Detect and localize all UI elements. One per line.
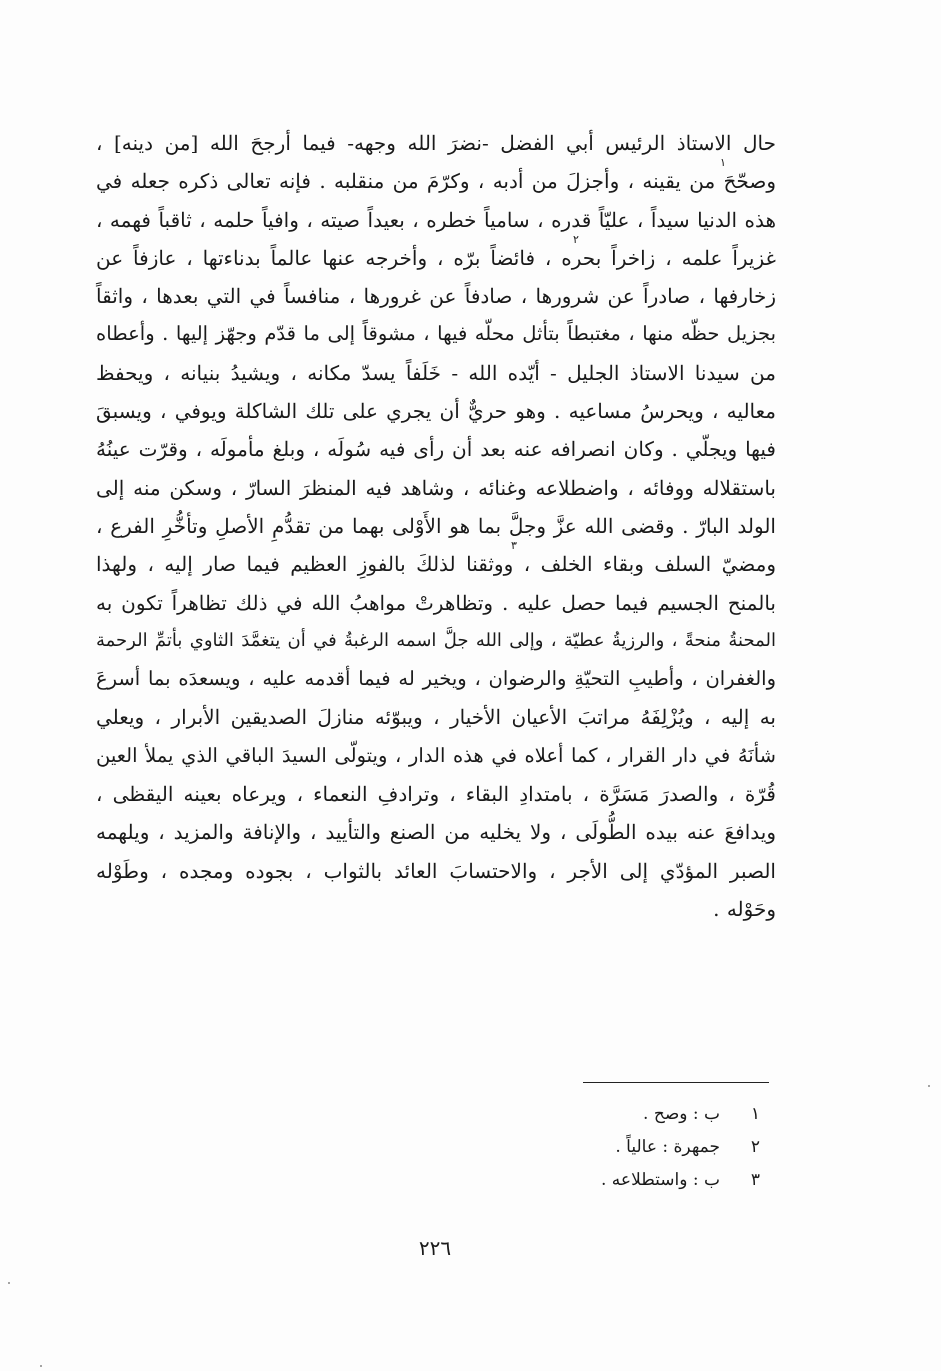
text-line: المحنةُ منحةً ، والرزيةُ عطيّة ، وإلى الله جلَّ اسمه الرغبةُ في أن يتغمَّدَ الثاوي بأتمِّ الرحمة: [96, 629, 776, 651]
footnote-number: ١: [750, 1104, 760, 1124]
footnote-item: [560, 1164, 760, 1197]
text-line: بالمنح الجسيم فيما حصل عليه . وتظاهرتْ مواهبُ الله في ذلك تظاهراً تكون به: [96, 590, 776, 615]
text-line: باستقلاله ووفائه ، واضطلاعه وغنائه ، وشاهد فيه المنظرَ السارّ ، وسكن منه إلى: [96, 475, 776, 500]
footnote-marker-1: ١: [720, 156, 726, 169]
footnote-item: [560, 1098, 760, 1131]
text-line: قُرّة ، والصدرَ مَسَرَّة ، بامتدادِ البقاء ، وترادفِ النعماء ، ويرعاه بعينه اليقظى ،: [96, 782, 776, 807]
text-line: ومضيّ السلف وبقاء الخلف ، ووثقنا لذلكَ بالفوزِ العظيم فيما صار إليه ، ولهذا: [96, 552, 776, 577]
text-line: معاليه ، ويحرسُ مساعيه . وهو حريٌّ أن يجري على تلك الشاكلة ويوفي ، ويسبقَ: [96, 399, 776, 424]
footnote-marker-3: ٣: [511, 539, 517, 552]
text-line: زخارفها ، صادراً عن شرورها ، صادفاً عن غرورها ، منافساً في التي بعدها ، واثقاً: [96, 284, 776, 309]
text-line: بجزيل حظّه منها ، مغتبطاً بتأثل محلّه فيها ، مشوقاً إلى ما قدّم وجهّز إليها . وأعطاه: [96, 322, 776, 346]
text-line-segment: وصحّحَ من يقينه ، وأجزلَ من أدبه ، وكرّمَ من منقلبه . فإنه تعالى ذكره جعله في: [96, 169, 776, 194]
page-number: ٢٢٦: [418, 1236, 452, 1260]
footnote-number: ٢: [750, 1137, 760, 1157]
scan-speck: [8, 1282, 10, 1284]
scan-speck: [928, 1085, 930, 1087]
text-line: ويدافعَ عنه بيده الطُّولَى ، ولا يخليه من الصنع والتأييد ، والإنافة والمزيد ، ويلهمه: [96, 820, 776, 845]
footnote-text: ب : وصح .: [643, 1104, 720, 1124]
text-line: شأنَهُ في دار القرار ، كما أعلاه في هذه الدار ، ويتولّى السيدَ الباقي الذي يملأ العين: [96, 743, 776, 767]
text-line: الولد البارّ . وقضى الله عزَّ وجلَّ بما هو الأَوْلى بهما من تقدُّمِ الأصلِ وتأخُّرِ الفرع ،: [96, 513, 776, 538]
text-line: فيها ويجلّي . وكان انصرافه عنه بعد أن رأى فيه سُولَه ، وبلغ مأمولَه ، وقرّت عينُهُ: [96, 437, 776, 462]
footnote-marker-2: ٢: [573, 233, 579, 246]
main-text-block: [96, 124, 776, 928]
text-line: من سيدنا الاستاذ الجليل - أيّده الله - خَلَفاً يسدّ مكانه ، ويشيدُ بنيانه ، ويحفظ: [96, 360, 776, 385]
scan-speck: [40, 1365, 42, 1367]
text-line: الصبر المؤدّي إلى الأجر ، والاحتسابَ العائد بالثواب ، بجوده ومجده ، وطَوْله: [96, 858, 776, 883]
footnotes-block: [560, 1098, 760, 1197]
text-line: والغفران ، وأطيبِ التحيّةِ والرضوان ، ويخير له فيما أقدمه عليه ، ويسعدَه بما أسرعَ: [96, 667, 776, 691]
footnote-text: جمهرة : عالياً .: [615, 1137, 720, 1157]
text-line: وحَوْله .: [713, 896, 776, 921]
footnote-number: ٣: [750, 1170, 760, 1190]
text-line: حال الاستاذ الرئيس أبي الفضل -نضرَ الله وجهه- فيما أرجحَ الله [من دينه] ،: [96, 131, 776, 155]
text-line: غزيراً علمه ، زاخراً بحره ، فائضاً برّه ، وأخرجه عنها عالماً بدناءتها ، عازفاً عن: [96, 245, 776, 270]
footnote-item: [560, 1131, 760, 1164]
text-line: هذه الدنيا سيداً ، عليّاً قدره ، سامياً خطره ، بعيداً صيته ، وافياً حلمه ، ثاقباً فهمه ،: [96, 207, 776, 232]
text-line: [96, 162, 776, 200]
text-line: به إليه ، ويُزْلِفَهُ مراتبَ الأعيان الأخيار ، ويبوّئه منازلَ الصديقين الأبرار ، ويعلي: [96, 705, 776, 730]
footnote-separator: [583, 1082, 769, 1083]
footnote-text: ب : واستطلاعه .: [601, 1170, 720, 1190]
